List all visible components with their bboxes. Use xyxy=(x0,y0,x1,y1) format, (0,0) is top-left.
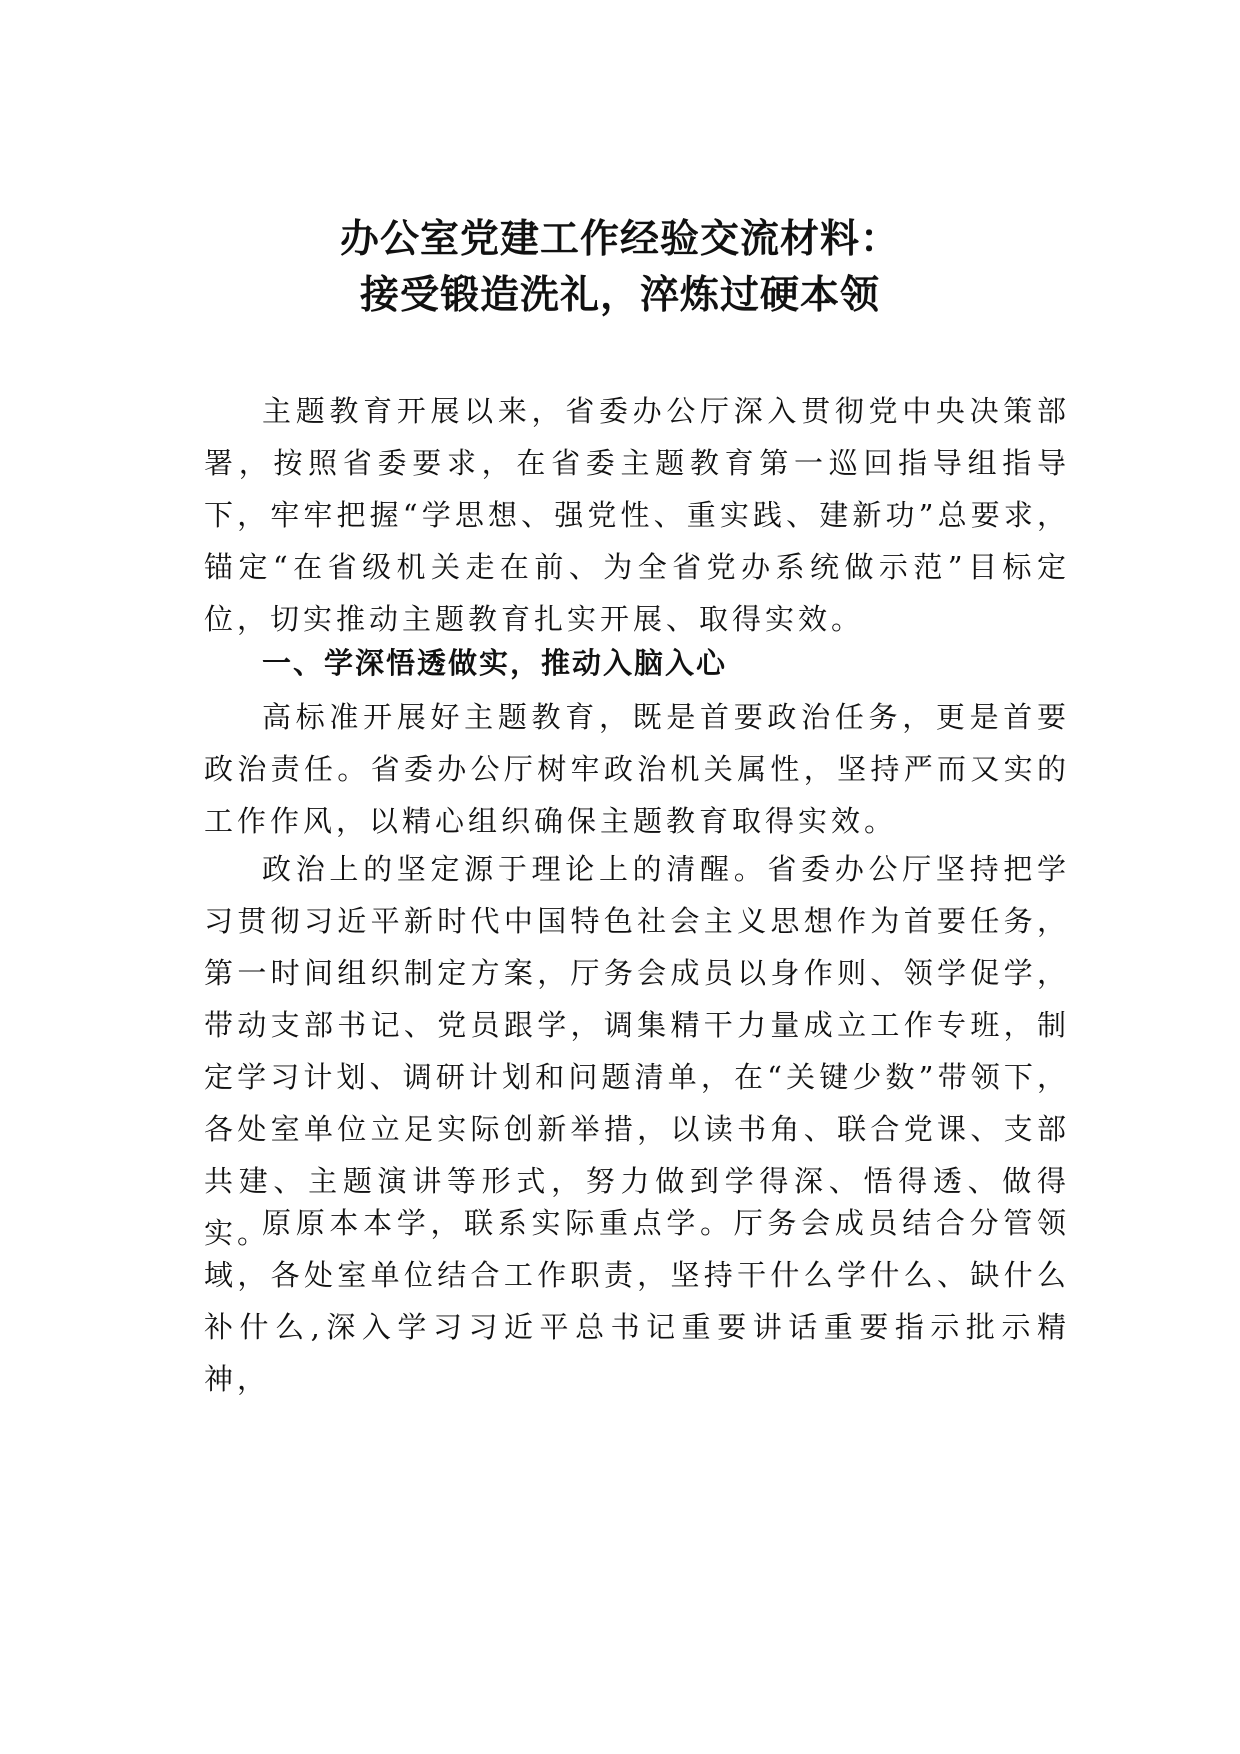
paragraph-intro: 主题教育开展以来，省委办公厅深入贯彻党中央决策部署，按照省委要求，在省委主题教育第一巡回指导组指导下，牢牢把握“学思想、强党性、重实践、建新功”总要求，锚定“在省级机关走在前、为全省党办系统做示范”目标定位，切实推动主题教育扎实开展、取得实效。 xyxy=(204,394,1070,636)
document-title-line-1: 办公室党建工作经验交流材料： xyxy=(339,217,900,262)
paragraph-4: 原原本本学，联系实际重点学。厅务会成员结合分管领域，各处室单位结合工作职责，坚持干什么学什么、缺什么补什么,深入学习习近平总书记重要讲话重要指示批示精神， xyxy=(204,1206,1070,1396)
paragraph-2: 高标准开展好主题教育，既是首要政治任务，更是首要政治责任。省委办公厅树牢政治机关属性，坚持严而又实的工作作风，以精心组织确保主题教育取得实效。 xyxy=(204,700,1070,838)
document-title-line-2: 接受锻造洗礼，淬炼过硬本领 xyxy=(359,273,880,318)
paragraph-3: 政治上的坚定源于理论上的清醒。省委办公厅坚持把学习贯彻习近平新时代中国特色社会主义思想作为首要任务，第一时间组织制定方案，厅务会成员以身作则、领学促学，带动支部书记、党员跟学，调集精干力量成立工作专班，制定学习计划、调研计划和问题清单，在“关键少数”带领下，各处室单位立足实际创新举措，以读书角、联合党课、支部共建、主题演讲等形式，努力做到学得深、悟得透、做得实。 xyxy=(204,852,1070,1250)
section-heading-1: 一、学深悟透做实，推动入脑入心 xyxy=(262,646,728,680)
